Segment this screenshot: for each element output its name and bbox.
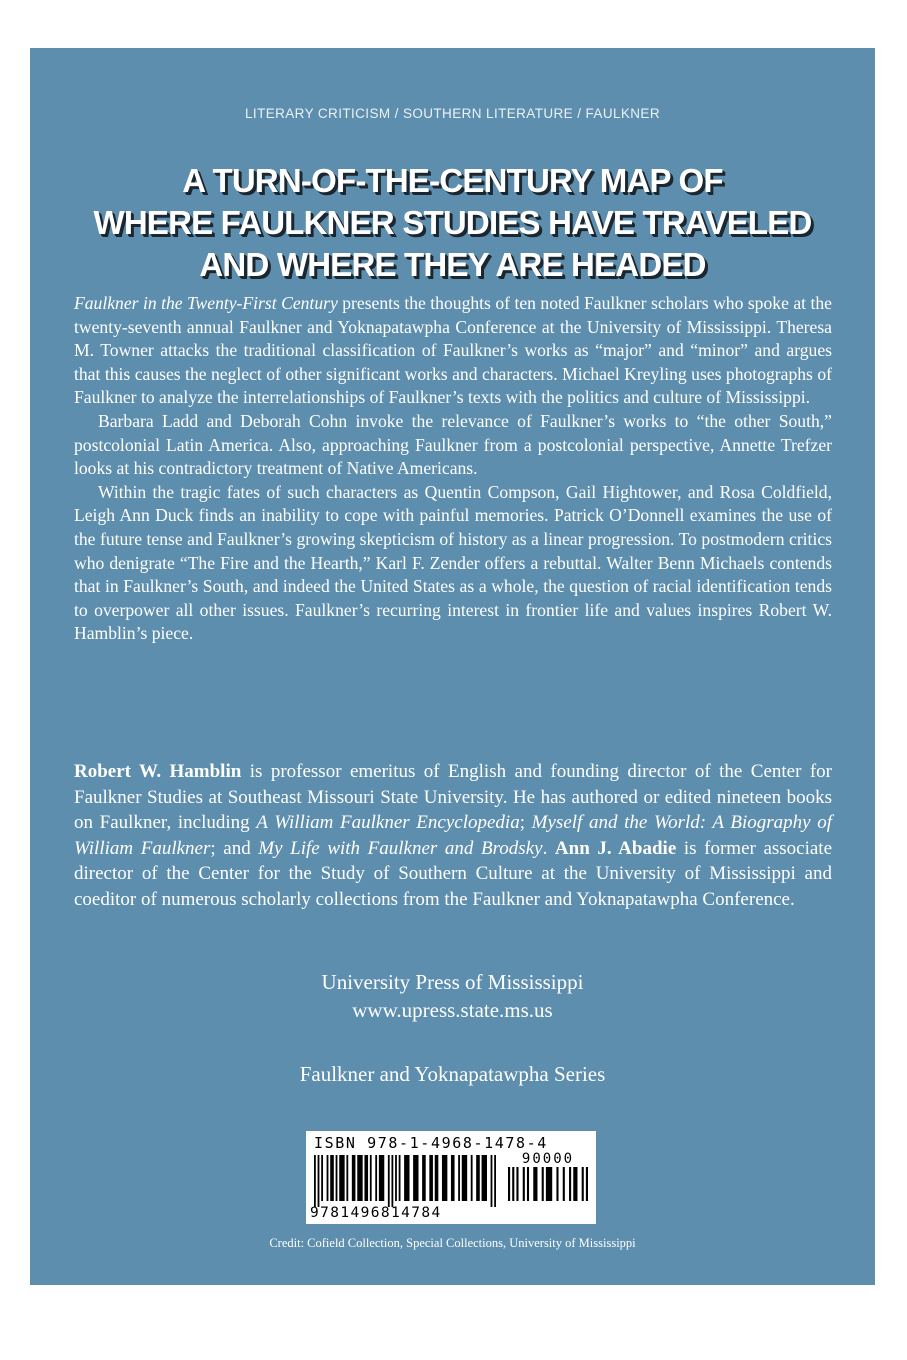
barcode-bar: [527, 1167, 529, 1201]
barcode-bar: [330, 1155, 334, 1201]
description-paragraph-3: Within the tragic fates of such characters as Quentin Compson, Gail Hightower, and Rosa Coldfield, Leigh Ann Duck finds an inability to cope with painful memories. Patrick O’Donnell examines the use of the future tense and Faulkner’s growing skepticism of history as a linear progression. To postmodern critics who denigrate “The Fire and the Hearth,” Karl F. Zender offers a rebuttal. Walter Benn Michaels contends that in Faulkner’s South, and indeed the United States as a whole, the question of racial identification tends to overpower all other issues. Faulkner’s recurring interest in frontier life and values inspires Robert W. Hamblin’s piece.: [74, 481, 832, 644]
description-paragraph-1: Faulkner in the Twenty-First Century presents the thoughts of ten noted Faulkner scholars who spoke at the twenty-seventh annual Faulkner and Yoknapatawpha Conference at the University of Mississippi. Theresa M. Towner attacks the traditional classification of Faulkner’s works as “major” and “minor” and argues that this causes the neglect of other significant works and characters. Michael Kreyling uses photographs of Faulkner to analyze the interrelationships of Faulkner’s texts with the politics and culture of Mississippi.: [74, 293, 832, 408]
barcode-bar: [413, 1155, 418, 1201]
barcode-bar: [375, 1155, 377, 1201]
barcode-bar: [314, 1155, 316, 1207]
barcode-bar: [435, 1155, 439, 1201]
barcode-bar: [442, 1155, 447, 1201]
barcode-bar: [563, 1167, 565, 1201]
barcode-bar: [321, 1155, 323, 1201]
barcode-bar: [346, 1155, 348, 1201]
barcode-bar: [542, 1167, 544, 1201]
barcode-bar: [491, 1155, 493, 1207]
series-name: Faulkner and Yoknapatawpha Series: [299, 1062, 606, 1086]
description: [74, 292, 832, 646]
barcode-bar: [339, 1155, 344, 1201]
author-bio: Robert W. Hamblin is professor emeritus of English and founding director of the Center for Faulkner Studies at Southeast Missouri State University. He has authored or edited nineteen books on Faulkner, including A William Faulkner Encyclopedia; Myself and the World: A Biography of William Faulkner; and My Life with Faulkner and Brodsky. Ann J. Abadie is former associate director of the Center for the Study of Southern Culture at the University of Mississippi and coeditor of numerous scholarly collections from the Faulkner and Yoknapatawpha Conference.: [74, 761, 833, 910]
barcode-bar: [395, 1155, 397, 1201]
barcode-bar: [512, 1167, 514, 1201]
barcode-bar: [494, 1155, 496, 1207]
barcode-bar: [388, 1155, 390, 1207]
barcode-bar: [533, 1167, 537, 1201]
barcode-bar: [379, 1155, 384, 1201]
publisher-block: [30, 968, 875, 1024]
addon-number: 90000: [521, 1151, 575, 1167]
publisher-name: University Press of Mississippi: [321, 970, 584, 994]
barcode-bar: [569, 1167, 571, 1201]
addon-bars: [508, 1167, 588, 1207]
barcode-bar: [458, 1155, 460, 1201]
book-title-2: Myself and the World: A Biography of William Faulkner: [74, 812, 833, 859]
barcode-bar: [462, 1155, 467, 1201]
barcode-bar: [391, 1155, 393, 1207]
barcode-bar: [523, 1167, 525, 1201]
barcode-bar: [422, 1155, 426, 1201]
ean-number: 9781496814784: [310, 1205, 442, 1221]
barcode-bar: [476, 1155, 480, 1201]
publisher-url: www.upress.state.ms.us: [352, 998, 553, 1022]
book-title-1: A William Faulkner Encyclopedia: [256, 812, 520, 833]
barcode-bar: [364, 1155, 368, 1201]
headline-line-3: AND WHERE THEY ARE HEADED: [199, 246, 706, 283]
barcode-bar: [370, 1155, 372, 1201]
headline: [30, 160, 875, 286]
addon-block: [508, 1151, 588, 1207]
isbn-label: ISBN 978-1-4968-1478-4: [314, 1134, 548, 1152]
barcode-bar: [352, 1155, 356, 1201]
barcode-bar: [573, 1167, 577, 1201]
ean-bars: [314, 1155, 496, 1207]
barcode-bar: [429, 1155, 433, 1201]
barcode-bar: [336, 1155, 338, 1201]
description-paragraph-2: Barbara Ladd and Deborah Cohn invoke the relevance of Faulkner’s works to “the other South,” postcolonial Latin America. Also, approaching Faulkner from a postcolonial perspective, Annette Trefzer looks at his contradictory treatment of Native Americans.: [74, 410, 832, 479]
barcode: [306, 1131, 596, 1224]
author-name-2: Ann J. Abadie: [554, 837, 677, 859]
barcode-bar: [399, 1155, 401, 1201]
barcode-bar: [318, 1155, 320, 1207]
barcode-bar: [586, 1167, 588, 1201]
category-line: LITERARY CRITICISM / SOUTHERN LITERATURE / FAULKNER: [245, 106, 660, 121]
headline-line-2: WHERE FAULKNER STUDIES HAVE TRAVELED: [93, 204, 812, 241]
back-cover: [30, 48, 875, 1285]
barcode-bar: [516, 1167, 518, 1201]
headline-line-1: A TURN-OF-THE-CENTURY MAP OF: [182, 162, 723, 199]
book-title: Faulkner in the Twenty-First Century: [74, 293, 338, 313]
photo-credit: Credit: Cofield Collection, Special Collections, University of Mississippi: [269, 1236, 636, 1250]
barcode-bar: [451, 1155, 455, 1201]
barcode-bar: [556, 1167, 558, 1201]
barcode-bar: [546, 1167, 552, 1201]
barcode-bar: [482, 1155, 487, 1201]
barcode-bar: [582, 1167, 584, 1201]
barcode-bar: [404, 1155, 409, 1201]
barcode-bar: [508, 1167, 510, 1201]
barcode-bar: [357, 1155, 362, 1201]
barcode-bar: [327, 1155, 329, 1201]
book-title-3: My Life with Faulkner and Brodsky: [258, 837, 543, 859]
author-name-1: Robert W. Hamblin: [74, 761, 242, 782]
barcode-bar: [471, 1155, 473, 1201]
